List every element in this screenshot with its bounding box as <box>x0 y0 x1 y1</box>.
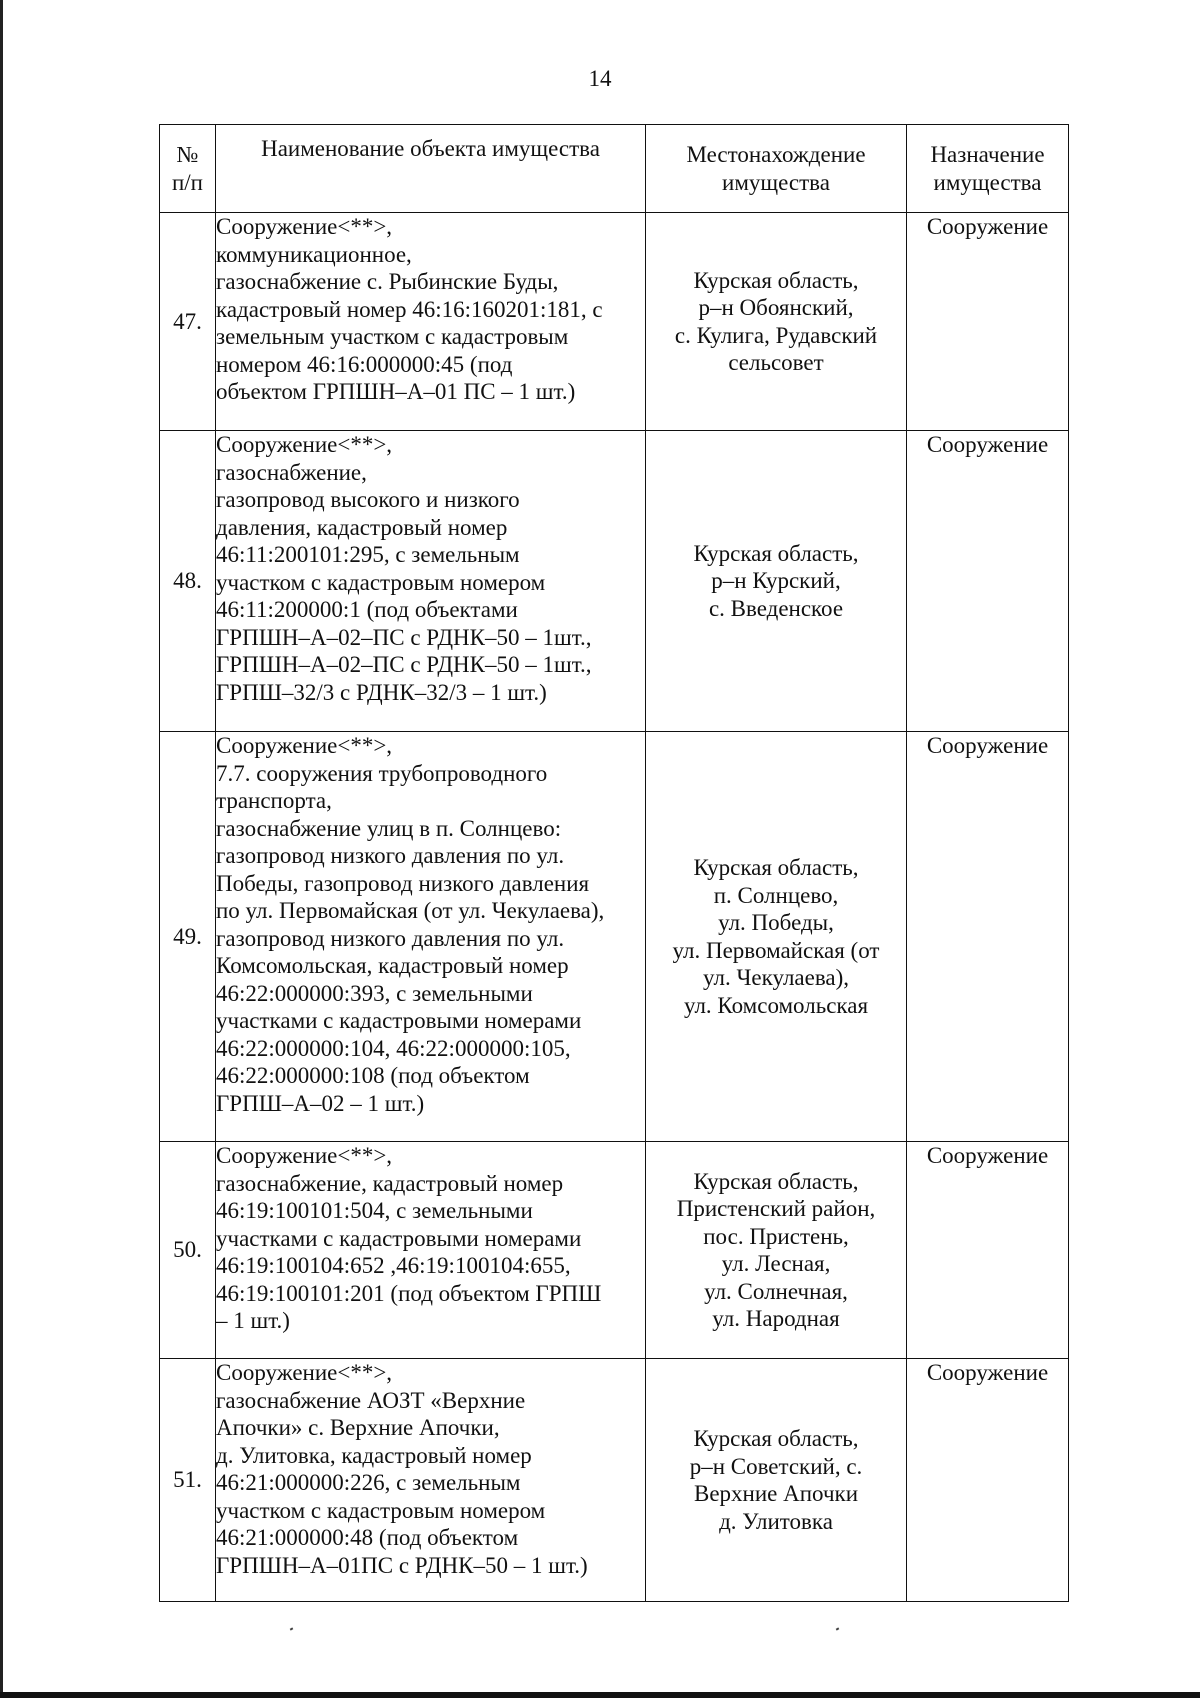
object-name-line: газоснабжение улиц в п. Солнцево: <box>216 815 562 841</box>
object-name-line: 7.7. сооружения трубопроводного <box>216 760 548 786</box>
location-line: сельсовет <box>728 350 824 375</box>
object-name-line: газоснабжение с. Рыбинские Буды, <box>216 269 559 294</box>
object-name-line: 46:19:100104:652 ,46:19:100104:655, <box>216 1253 571 1278</box>
object-name-line: 46:22:000000:104, 46:22:000000:105, <box>216 1035 571 1061</box>
location-line: Курская область, <box>693 540 859 566</box>
location-line: ул. Народная <box>712 1306 840 1331</box>
object-name-line: коммуникационное, <box>216 241 412 267</box>
purpose-cell: Сооружение <box>907 732 1069 1142</box>
object-name-line: 46:21:000000:226, с земельным <box>216 1470 521 1495</box>
object-name-line: ГРПШН–А–01ПС с РДНК–50 – 1 шт.) <box>216 1552 588 1578</box>
object-name-line: Апочки» с. Верхние Апочки, <box>216 1415 500 1440</box>
object-name-line: Сооружение<**>, <box>216 1143 393 1168</box>
location-line: пос. Пристень, <box>703 1223 849 1249</box>
header-name <box>216 125 646 213</box>
purpose-cell: Сооружение <box>907 431 1069 732</box>
table-row <box>160 431 1069 732</box>
object-name-line: 46:11:200101:295, с земельным <box>216 542 520 567</box>
scan-left-edge <box>0 0 3 1698</box>
location-line: р–н Советский, с. <box>689 1453 863 1479</box>
location-line: Курская область, <box>693 1168 859 1194</box>
location-line: с. Введенское <box>708 595 844 621</box>
object-name-line: ГРПШ–32/3 с РДНК–32/3 – 1 шт.) <box>216 679 547 705</box>
location-line: д. Улитовка <box>719 1508 833 1534</box>
row-number: 48. <box>160 431 216 732</box>
object-name-line: земельным участком с кадастровым <box>216 324 569 349</box>
object-name-line: – 1 шт.) <box>216 1308 290 1333</box>
location-cell <box>646 1142 907 1359</box>
object-name-cell <box>216 1142 646 1359</box>
row-number: 50. <box>160 1142 216 1359</box>
location-line: ул. Солнечная, <box>704 1278 848 1304</box>
header-num-line: п/п <box>171 169 203 195</box>
object-name-line: номером 46:16:000000:45 (под <box>216 351 513 377</box>
object-name-cell <box>216 431 646 732</box>
row-number: 47. <box>160 213 216 431</box>
location-line: с. Кулига, Рудавский <box>674 322 878 348</box>
object-name-cell <box>216 1359 646 1602</box>
scan-speck <box>290 1627 294 1630</box>
object-name-line: участком с кадастровым номером <box>216 569 546 595</box>
purpose-cell: Сооружение <box>907 1359 1069 1602</box>
location-line: р–н Обоянский, <box>698 295 854 320</box>
row-number: 49. <box>160 732 216 1142</box>
object-name-line: газопровод низкого давления по ул. <box>216 843 565 868</box>
object-name-line: участками с кадастровыми номерами <box>216 1225 582 1251</box>
header-location <box>646 125 907 213</box>
location-line: ул. Лесная, <box>721 1251 831 1276</box>
header-location-line: имущества <box>722 169 830 195</box>
object-name-line: Сооружение<**>, <box>216 1360 393 1385</box>
scan-bottom-edge <box>0 1692 1200 1698</box>
object-name-line: ГРПШН–А–02–ПС с РДНК–50 – 1шт., <box>216 652 592 677</box>
purpose-cell: Сооружение <box>907 1142 1069 1359</box>
table-row <box>160 213 1069 431</box>
location-line: Курская область, <box>693 267 859 293</box>
location-cell <box>646 213 907 431</box>
scan-speck <box>836 1627 840 1630</box>
object-name-line: участком с кадастровым номером <box>216 1497 546 1523</box>
object-name-line: 46:21:000000:48 (под объектом <box>216 1525 519 1550</box>
object-name-line: ГРПШН–А–02–ПС с РДНК–50 – 1шт., <box>216 624 592 650</box>
purpose-cell: Сооружение <box>907 213 1069 431</box>
object-name-line: газоснабжение АОЗТ «Верхние <box>216 1387 526 1413</box>
table-row <box>160 1359 1069 1602</box>
table-header-row <box>160 125 1069 213</box>
header-num-line: № <box>176 142 199 167</box>
location-line: Курская область, <box>693 855 859 880</box>
location-line: п. Солнцево, <box>713 882 839 908</box>
header-name-line: Наименование объекта имущества <box>261 136 600 161</box>
location-cell <box>646 1359 907 1602</box>
object-name-line: участками с кадастровыми номерами <box>216 1008 582 1033</box>
property-table <box>159 124 1069 1602</box>
header-num <box>160 125 216 213</box>
object-name-line: 46:19:100101:504, с земельными <box>216 1198 533 1223</box>
object-name-line: газоснабжение, кадастровый номер <box>216 1170 564 1196</box>
row-number: 51. <box>160 1359 216 1602</box>
location-line: Курская область, <box>693 1426 859 1451</box>
header-purpose <box>907 125 1069 213</box>
table-row <box>160 732 1069 1142</box>
location-line: р–н Курский, <box>711 568 841 594</box>
location-cell <box>646 431 907 732</box>
location-line: Пристенский район, <box>676 1196 876 1221</box>
object-name-line: газопровод высокого и низкого <box>216 487 520 512</box>
object-name-line: Сооружение<**>, <box>216 733 393 758</box>
object-name-cell <box>216 213 646 431</box>
header-purpose-line: Назначение <box>930 142 1045 167</box>
object-name-line: 46:22:000000:393, с земельными <box>216 980 533 1006</box>
table-row <box>160 1142 1069 1359</box>
object-name-line: кадастровый номер 46:16:160201:181, с <box>216 296 603 322</box>
object-name-line: Победы, газопровод низкого давления <box>216 870 590 896</box>
page-number: 14 <box>588 66 612 91</box>
header-purpose-line: имущества <box>933 169 1042 195</box>
object-name-line: ГРПШ–А–02 – 1 шт.) <box>216 1090 425 1116</box>
location-line: ул. Чекулаева), <box>702 965 850 990</box>
location-line: ул. Комсомольская <box>683 992 869 1018</box>
object-name-line: 46:19:100101:201 (под объектом ГРПШ <box>216 1280 602 1306</box>
location-cell <box>646 732 907 1142</box>
object-name-line: по ул. Первомайская (от ул. Чекулаева), <box>216 898 605 923</box>
object-name-cell <box>216 732 646 1142</box>
object-name-line: д. Улитовка, кадастровый номер <box>216 1442 532 1468</box>
object-name-line: газопровод низкого давления по ул. <box>216 925 565 951</box>
location-line: ул. Победы, <box>718 910 834 935</box>
location-line: ул. Первомайская (от <box>672 937 880 963</box>
object-name-line: объектом ГРПШН–А–01 ПС – 1 шт.) <box>216 379 576 404</box>
object-name-line: газоснабжение, <box>216 459 367 485</box>
object-name-line: Сооружение<**>, <box>216 432 393 457</box>
location-line: Верхние Апочки <box>694 1481 858 1506</box>
object-name-line: 46:11:200000:1 (под объектами <box>216 597 518 622</box>
header-location-line: Местонахождение <box>686 142 866 167</box>
object-name-line: Комсомольская, кадастровый номер <box>216 953 569 978</box>
object-name-line: Сооружение<**>, <box>216 214 393 239</box>
object-name-line: давления, кадастровый номер <box>216 514 508 540</box>
object-name-line: 46:22:000000:108 (под объектом <box>216 1063 530 1088</box>
object-name-line: транспорта, <box>216 788 332 813</box>
